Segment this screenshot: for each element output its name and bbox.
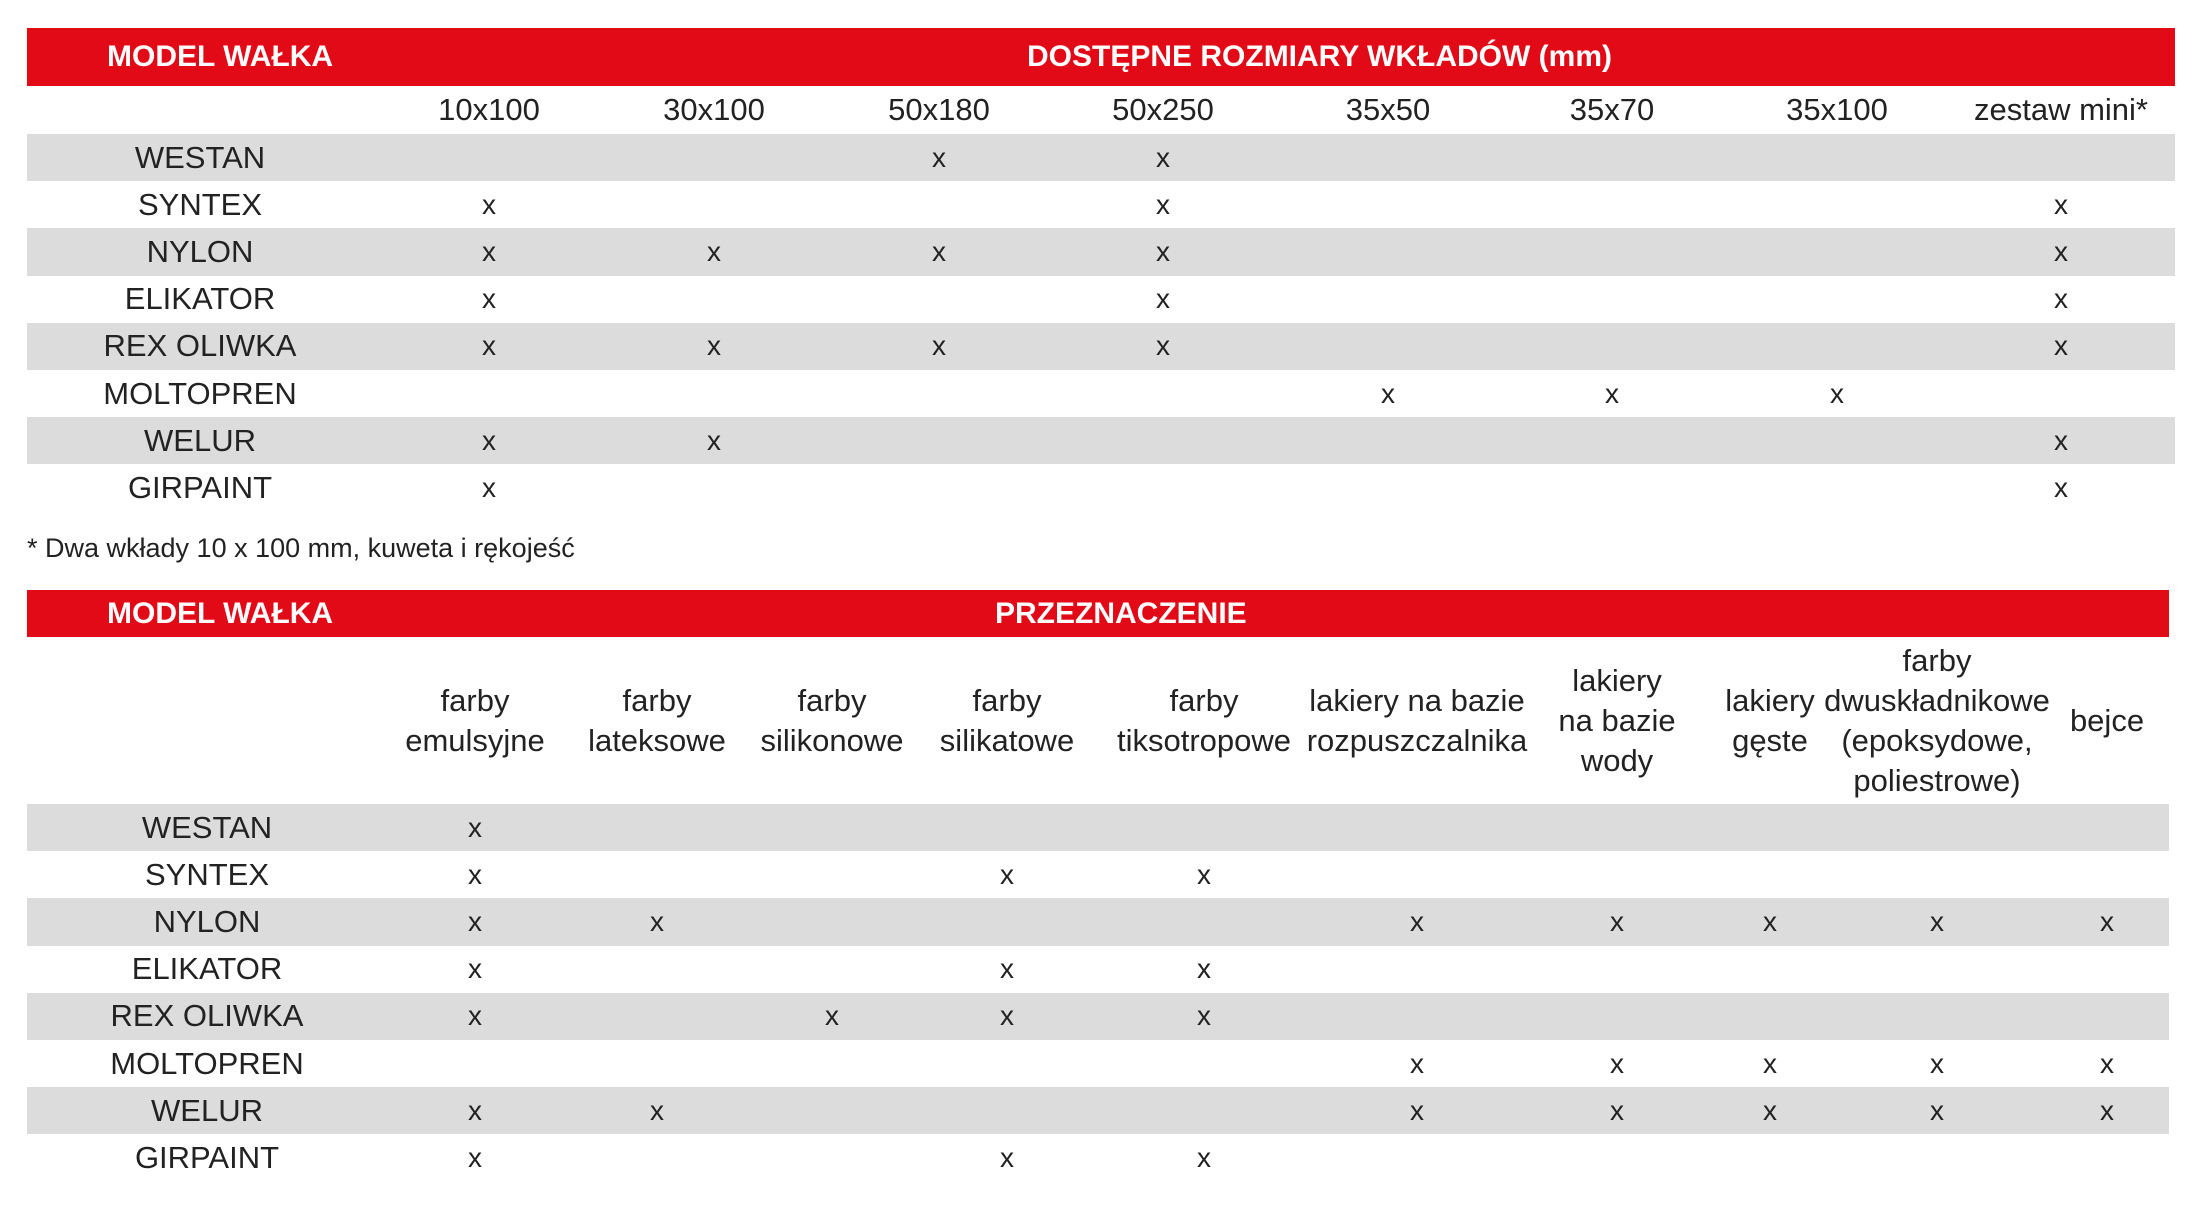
availability-mark: x [482, 235, 496, 267]
availability-mark: x [1763, 1094, 1777, 1126]
availability-mark: x [482, 471, 496, 503]
availability-mark: x [1410, 1094, 1424, 1126]
usage-table [27, 590, 2169, 1182]
availability-mark: x [650, 905, 664, 937]
table-row [27, 1134, 2169, 1181]
availability-mark: x [1156, 235, 1170, 267]
column-header: farby tiksotropowe [1116, 682, 1292, 758]
availability-mark: x [482, 330, 496, 362]
column-header: lakiery na bazie rozpuszczalnika [1306, 682, 1528, 758]
availability-mark: x [1000, 1000, 1014, 1032]
column-header: 35x50 [1345, 92, 1431, 127]
footnote: * Dwa wkłady 10 x 100 mm, kuweta i rękojeść [27, 533, 575, 563]
availability-mark: x [1610, 1047, 1624, 1079]
model-name: NYLON [146, 233, 254, 269]
availability-mark: x [1197, 953, 1211, 985]
availability-mark: x [468, 1141, 482, 1173]
sizes-table-title: DOSTĘPNE ROZMIARY WKŁADÓW (mm) [1027, 40, 1612, 73]
table-row [27, 1087, 2169, 1134]
column-header: farby emulsyjne [405, 682, 545, 758]
availability-mark: x [1830, 377, 1844, 409]
availability-mark: x [1610, 1094, 1624, 1126]
table-row [27, 804, 2169, 851]
availability-mark: x [1410, 1047, 1424, 1079]
model-name: GIRPAINT [127, 469, 273, 505]
column-header: lakiery gęste [1725, 682, 1815, 758]
availability-mark: x [468, 1000, 482, 1032]
column-header: farby dwuskładnikowe (epoksydowe, poliestrowe) [1824, 642, 2050, 798]
model-column-label: MODEL WAŁKA [107, 40, 334, 73]
table-row [27, 417, 2175, 464]
availability-mark: x [1930, 905, 1944, 937]
availability-mark: x [1000, 858, 1014, 890]
availability-mark: x [482, 283, 496, 315]
availability-mark: x [707, 424, 721, 456]
availability-mark: x [1156, 283, 1170, 315]
availability-mark: x [482, 188, 496, 220]
model-name: SYNTEX [137, 186, 263, 222]
column-header: 35x70 [1569, 92, 1655, 127]
column-header: 50x250 [1112, 92, 1214, 127]
sizes-table-header-bar [27, 28, 2175, 86]
table-row [27, 370, 2175, 417]
availability-mark: x [1381, 377, 1395, 409]
column-header: bejce [2069, 702, 2145, 738]
availability-mark: x [468, 1094, 482, 1126]
column-header: farby silikonowe [760, 682, 904, 758]
sizes-table [27, 28, 2175, 512]
availability-mark: x [1156, 188, 1170, 220]
availability-mark: x [932, 235, 946, 267]
table-row [27, 323, 2175, 370]
availability-mark: x [2100, 1094, 2114, 1126]
usage-column-headers [27, 637, 2169, 804]
availability-mark: x [1156, 141, 1170, 173]
model-name: ELIKATOR [131, 951, 283, 987]
availability-mark: x [1763, 1047, 1777, 1079]
table-row [27, 181, 2175, 228]
availability-mark: x [1610, 905, 1624, 937]
availability-mark: x [1605, 377, 1619, 409]
usage-table-body [27, 804, 2169, 1182]
availability-mark: x [2100, 1047, 2114, 1079]
availability-mark: x [1197, 858, 1211, 890]
availability-mark: x [2054, 330, 2068, 362]
table-row [27, 946, 2169, 993]
model-name: MOLTOPREN [103, 375, 297, 411]
availability-mark: x [1197, 1141, 1211, 1173]
table-row [27, 993, 2169, 1040]
availability-mark: x [2054, 283, 2068, 315]
availability-mark: x [2054, 235, 2068, 267]
availability-mark: x [2100, 905, 2114, 937]
availability-mark: x [932, 141, 946, 173]
availability-mark: x [707, 235, 721, 267]
column-header: 35x100 [1786, 92, 1888, 127]
model-name: GIRPAINT [134, 1139, 280, 1175]
model-name: MOLTOPREN [110, 1045, 304, 1081]
column-header: farby silikatowe [939, 682, 1075, 758]
table-row [27, 851, 2169, 898]
table-row [27, 276, 2175, 323]
table-row [27, 134, 2175, 181]
availability-mark: x [468, 905, 482, 937]
availability-mark: x [650, 1094, 664, 1126]
availability-mark: x [468, 811, 482, 843]
availability-mark: x [468, 858, 482, 890]
availability-mark: x [468, 953, 482, 985]
model-name: ELIKATOR [124, 281, 276, 317]
availability-mark: x [707, 330, 721, 362]
model-name: WELUR [151, 1092, 263, 1128]
table-row [27, 1040, 2169, 1087]
availability-mark: x [825, 1000, 839, 1032]
availability-mark: x [482, 424, 496, 456]
usage-table-header-bar [27, 590, 2169, 637]
availability-mark: x [2054, 188, 2068, 220]
sizes-column-headers [27, 86, 2175, 134]
column-header: zestaw mini* [1974, 92, 2148, 127]
column-header: 30x100 [663, 92, 765, 127]
model-name: REX OLIWKA [110, 998, 304, 1034]
model-name: WESTAN [141, 809, 273, 845]
column-header: 10x100 [438, 92, 540, 127]
table-row [27, 228, 2175, 275]
model-name: WESTAN [134, 139, 266, 175]
availability-mark: x [1000, 1141, 1014, 1173]
column-header: 50x180 [888, 92, 990, 127]
availability-mark: x [1930, 1047, 1944, 1079]
model-name: WELUR [144, 422, 256, 458]
model-column-label: MODEL WAŁKA [107, 597, 334, 630]
availability-mark: x [1410, 905, 1424, 937]
sizes-table-body [27, 134, 2175, 512]
availability-mark: x [1930, 1094, 1944, 1126]
usage-table-title: PRZEZNACZENIE [995, 597, 1247, 630]
table-row [27, 898, 2169, 945]
model-name: NYLON [153, 903, 261, 939]
column-header: lakiery na bazie wody [1558, 662, 1676, 778]
availability-mark: x [1763, 905, 1777, 937]
model-name: REX OLIWKA [103, 328, 297, 364]
availability-mark: x [1000, 953, 1014, 985]
model-name: SYNTEX [144, 856, 270, 892]
column-header: farby lateksowe [588, 682, 726, 758]
availability-mark: x [1156, 330, 1170, 362]
availability-mark: x [1197, 1000, 1211, 1032]
availability-mark: x [2054, 424, 2068, 456]
availability-mark: x [932, 330, 946, 362]
table-row [27, 464, 2175, 511]
availability-mark: x [2054, 471, 2068, 503]
